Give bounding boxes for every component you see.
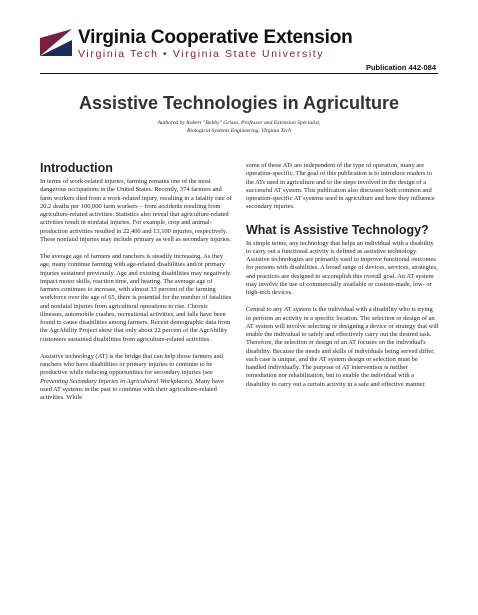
what-is-at-paragraph-1: In simple terms, any technology that helps an individual with a disability to carry out a functional activity is defined as assistive technology. Assistive technologies are primarily used to improve functional outcomes for persons with disabilities. A broad range of devices, services, strategies, and practices are designed to accomplish this overall goal. An AT system may involve the use of commercially available or custom-made, low- or high-tech devices. (246, 239, 438, 296)
brand-subtitle: Virginia Tech • Virginia State University (78, 48, 325, 60)
intro-p3-text-b: ). Many have used AT systems in the past to continue with their agriculture-related activities. While (40, 377, 224, 401)
intro-p3-text-a: Assistive technology (AT) is the bridge that can help those farmers and ranchers who have disabilities or primary injuries to continue to be productive while reducing opportunities for secondary injuries (see (40, 352, 223, 377)
byline (0, 119, 478, 135)
introduction-paragraph-2: The average age of farmers and ranchers is steadily increasing. As they age, many continue farming with age-related disabilities and/or primary injuries sustained previously. Age and existing disabilities may negatively impact motor skills, reaction time, and hearing. The average age of farmers continues to increase, with almost 33 percent of the farming workforce over the age of 65, there is potential for the number of fatalities and nonfatal injuries from agricultural operations to rise. Chronic illnesses, automobile crashes, recreational activities, and falls have been found to cause disabilities among farmers. Recent demographic data from the AgrAbility Project show that only about 22 percent of the AgrAbility customers sustained disabilities from agriculture-related activities. (40, 253, 232, 343)
what-is-at-heading: What is Assistive Technology? (246, 222, 429, 237)
intro-p3-publication-title: Preventing Secondary Injuries in Agricultural Workplaces (40, 377, 190, 385)
document-title: Assistive Technologies in Agriculture (78, 93, 400, 113)
introduction-heading: Introduction (40, 161, 113, 175)
introduction-paragraph-3 (40, 353, 233, 403)
byline-line-1: Authored by Robert "Bobby" Grisso, Professor and Extension Specialist, (157, 120, 321, 126)
publication-number: Publication 442-084 (365, 63, 436, 72)
introduction-paragraph-1: In terms of work-related injuries, farming remains one of the most dangerous occupations in the United States. Recently, 374 farmers and farm workers died from a work-related injury, resulting in a fatality rate of 20.2 deaths per 100,000 farm workers – from accidents resulting from agriculture-related activities. Statistics also reveal that agriculture-related activities result in nonfatal injuries. For example, crop and animal-production activities resulted in 22,400 and 13,100 injuries, respectively. These nonfatal injuries may include primary as well as secondary injuries. (40, 178, 232, 243)
left-column (40, 161, 233, 411)
brand-name: Virginia Cooperative Extension (78, 27, 353, 48)
introduction-paragraph-4: some of these ATs are independent of the type of operation, many are operation-specific. The goal of this publication is to introduce readers to the ATs used in agriculture and to the steps involved in the design of a successful AT system. This publication also discusses both common and operation-specific AT systems used in agriculture and how they influence secondary injuries. (246, 162, 435, 211)
header-rule (40, 73, 438, 74)
what-is-at-paragraph-2: Central to any AT system is the individual with a disability who is trying to perform an activity in a specific location. The selection or design of an AT system will involve selecting or designing a device or strategy that will enable the individual to safely and effectively carry out the desired task. Therefore, the selection or design of an AT focuses on the individual's disability. Because the needs and skills of individuals being served differ, each case is unique, and the AT system design or selection must be handled individually. The purpose of AT intervention is neither remediation nor rehabilitation, but to enable the individual with a disability to carry out a certain activity in a safe and effective manner. (246, 306, 439, 388)
right-column (246, 162, 439, 398)
byline-line-2: Biological Systems Engineering, Virginia Tech (186, 128, 292, 134)
vce-logo-icon (40, 29, 72, 56)
